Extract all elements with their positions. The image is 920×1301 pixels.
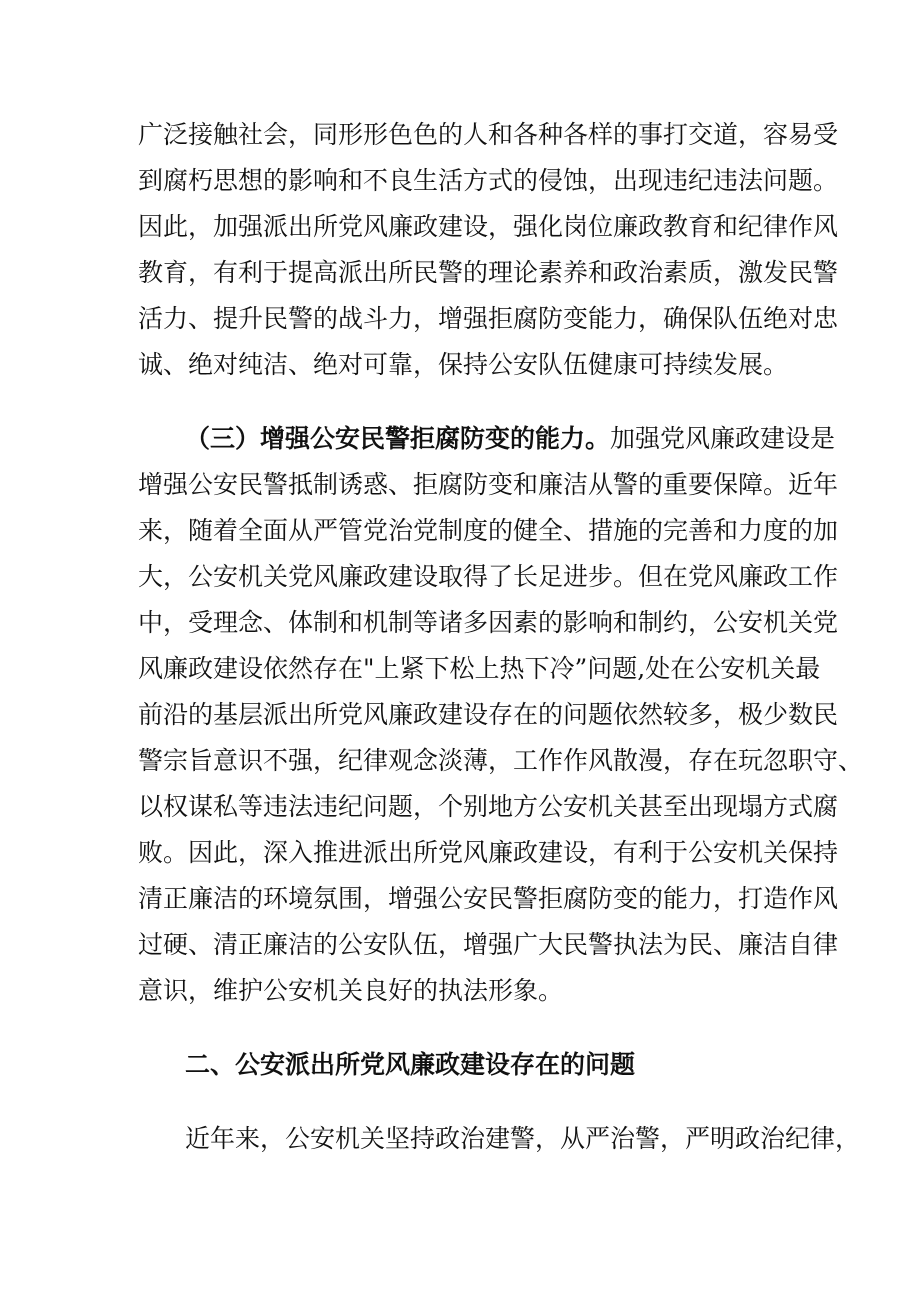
- paragraph-line: 广泛接触社会，同形形色色的人和各种各样的事打交道，容易受: [138, 120, 839, 149]
- paragraph-line: 过硬、清正廉洁的公安队伍，增强广大民警执法为民、廉洁自律: [138, 930, 839, 959]
- paragraph-line: 来，随着全面从严管党治党制度的健全、措施的完善和力度的加: [138, 516, 839, 545]
- paragraph-line: 到腐朽思想的影响和不良生活方式的侵蚀，出现违纪违法问题。: [138, 166, 839, 195]
- paragraph-first-line: [185, 424, 836, 454]
- paragraph-line: 清正廉洁的环境氛围，增强公安民警拒腐防变的能力，打造作风: [138, 884, 839, 913]
- paragraph-text: 加强党风廉政建设是: [610, 424, 836, 453]
- paragraph-line: 大，公安机关党风廉政建设取得了长足进步。但在党风廉政工作: [138, 562, 839, 591]
- paragraph-line: 前沿的基层派出所党风廉政建设存在的问题依然较多，极少数民: [138, 700, 839, 729]
- paragraph-line: 风廉政建设依然存在"上紧下松上热下冷”问题,处在公安机关最: [138, 654, 821, 683]
- subsection-heading: （三）增强公安民警拒腐防变的能力。: [185, 424, 611, 453]
- section-heading: 二、公安派出所党风廉政建设存在的问题: [185, 1050, 636, 1079]
- paragraph-line: 败。因此，深入推进派出所党风廉政建设，有利于公安机关保持: [138, 838, 839, 867]
- paragraph-line: 诚、绝对纯洁、绝对可靠，保持公安队伍健康可持续发展。: [138, 350, 789, 379]
- paragraph-line: 教育，有利于提高派出所民警的理论素养和政治素质，激发民警: [138, 258, 839, 287]
- paragraph-line: 活力、提升民警的战斗力，增强拒腐防变能力，确保队伍绝对忠: [138, 304, 839, 333]
- paragraph-line: 警宗旨意识不强，纪律观念淡薄，工作作风散漫，存在玩忽职守、: [138, 746, 864, 775]
- paragraph-line: 增强公安民警抵制诱惑、拒腐防变和廉洁从警的重要保障。近年: [138, 470, 839, 499]
- paragraph-line: 因此，加强派出所党风廉政建设，强化岗位廉政教育和纪律作风: [138, 212, 839, 241]
- paragraph-line: 以权谋私等违法违纪问题，个别地方公安机关甚至出现塌方式腐: [138, 792, 839, 821]
- paragraph-line: 意识，维护公安机关良好的执法形象。: [138, 976, 564, 1005]
- paragraph-first-line: 近年来，公安机关坚持政治建警，从严治警，严明政治纪律，: [185, 1124, 861, 1153]
- paragraph-line: 中，受理念、体制和机制等诸多因素的影响和制约，公安机关党: [138, 608, 839, 637]
